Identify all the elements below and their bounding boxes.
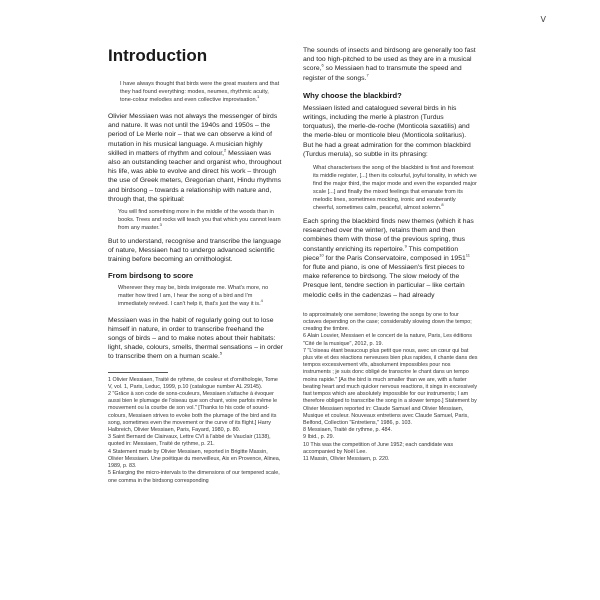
block-quote-bernard: You will find something more in the middle of the woods than in books. Trees and rocks will teach you that which you cannot learn from any master.$^3$ [118,209,281,232]
footnote: 7 "L'oiseau étant beaucoup plus petit que nous, avec un cœur qui bat plus vite et des réactions nerveuses bien plus rapides, il chante dans des tempos excessivement vifs, absolument impossibles pour nos instruments ; je suis donc obligé de transcrire le chant dans un tempo moins rapide." [As the bird is much smaller than we are, with a faster beating heart and much quicker nervous reactions, it sings in excessively fast tempos which are absolutely impossible for our instruments; I am therefore obliged to transcribe the song in a slower tempo.] Statement by Olivier Messiaen reported in: Claude Samuel and Olivier Messiaen, Musique et couleur. Nouveaux entretiens avec Claude Samuel, Paris, Belfond, Collection "Entretiens," 1986, p. 103. [303,347,478,426]
footnote: 5 Enlarging the micro-intervals to the dimensions of our tempered scale, one comma in the birdsong corresponding [108,470,280,484]
footnote: 2 "Grâce à son code de sons-couleurs, Messiaen s'attache à évoquer aussi bien le plumage de l'oiseau que son chant, voire parfois même le mouvement ou la courbe de son vol." [Thanks to his code of sound-colours, Messiaen strives to evoke both the plumage of the bird and its song, sometimes even the movement or the curve of its flight.] Harry Halbreich, Olivier Messiaen, Paris, Fayard, 1980, p. 80. [108,391,278,434]
footnote: 4 Statement made by Olivier Messiaen, reported in Brigitte Massin, Olivier Messiaen. Une poétique du merveilleux, Aix en Provence, Alinea, 1989, p. 83. [108,448,281,470]
chapter-title: Introduction [108,46,208,65]
footnote: 6 Alain Louvier, Messiaen et le concert de la nature, Paris, Les éditions "Cité de la musique", 2012, p. 19. [303,333,473,347]
blackbird-paragraph: Messiaen listed and catalogued several birds in his writings, including the merle à plastron (Turdus torquatus), the merle-de-roche (Monticola saxatilis) and the merle-bleu or monticole bleu (Monticola solitarius). But he had a great admiration for the common blackbird (Turdus merula), so subtle in its phrasing: [303,104,471,158]
footnotes-right [303,312,478,463]
spring-themes-paragraph: Each spring the blackbird finds new themes (which it has researched over the winter), retains them and then combines them with those of the previous spring, thus constantly enriching its repertoire.$^9$ This competition piece$^{10}$ for the Paris Conservatoire, composed in 1951$^{11}$ for flute and piano, is one of Messiaen's first pieces to make reference to birdsong. The slow melody of the Presque lent, tendre section in particular – like certain melodic cells in the cadenzas – had already [303,218,474,299]
footnote-continuation: to approximately one semitone; lowering the songs by one to four octaves depending on the case; considerably slowing down the tempo; creating the timbre. [303,311,472,333]
footnote: 9 Ibid., p. 29. [303,434,335,441]
intro-paragraph-2: But to understand, recognise and transcribe the language of nature, Messiaen had to undergo advanced scientific training before becoming an ornithologist. [108,238,282,264]
birdsong-paragraph: Messiaen was in the habit of regularly going out to lose himself in nature, in order to transcribe freehand the songs of birds – and to make notes about their habitats: light, shade, colours, smells, thermal sensations – in order to transcribe them on a human scale.$^5$ [108,316,283,361]
block-quote-messiaen: Wherever they may be, birds invigorate me. What's more, no matter how tired I am, I hear the song of a bird and I'm immediately revived. I can't help it, that's just the way it is.$^4$ [118,284,269,307]
right-column [303,38,478,463]
section-heading-birdsong: From birdsong to score [108,270,194,280]
footnote: 1 Olivier Messiaen, Traité de rythme, de couleur et d'ornithologie, Tome V, vol. 1, Paris, Leduc, 1999, p.10 (catalogue number AL 29145). [108,376,278,390]
page-number: V [540,15,546,24]
section-heading-blackbird: Why choose the blackbird? [303,90,402,100]
epigraph-quote: I have always thought that birds were the great masters and that they had found everything: modes, neumes, rhythmic acuity, tone-colour melodies and even collective improvisation.$^1$ [120,81,280,103]
footnotes-left [108,377,283,485]
footnote: 3 Saint Bernard de Clairvaux, Lettre CVI à l'abbé de Vauclair (1138), quoted in: Messiaen, Traité de rythme, p. 21. [108,434,271,448]
block-quote-blackbird: What characterises the song of the blackbird is first and foremost its middle register, [...] then its colourful, joyful tonality, in which we find the major third, the major mode and even the expanded major scale [...] and finally the mixed feelings that emanate from its melodic lines, sometimes mocking, ironic and exuberantly cheerful, sometimes calm, peaceful, almost solemn.$^8$ [313,165,477,212]
intro-paragraph-1: Olivier Messiaen was not always the messenger of birds and nature. It was not until the 1940s and 1950s – the period of Le Merle noir – that we can observe a kind of mutation in his musical language. A musician highly skilled in matters of rhythm and colour,$^2$ Messiaen was also an outstanding teacher and organist who, throughout his life, was able to evolve and direct his work – through the use of Greek meters, Gregorian chant, Hindu rhythms and birdsong – towards a relationship with nature and, through that, the spiritual: [108,113,282,203]
left-column [108,38,283,485]
footnote: 10 This was the competition of June 1952; each candidate was accompanied by Noël Lee. [303,441,454,455]
footnote: 11 Massin, Olivier Messiaen, p. 220. [303,455,390,462]
footnote: 8 Messiaen, Traité de rythme, p. 484. [303,427,392,434]
speed-register-paragraph: The sounds of insects and birdsong are generally too fast and too high-pitched to be used as they are in a musical score,$^6$ so Messiaen had to transmute the speed and register of the songs.$^7$ [303,47,476,82]
